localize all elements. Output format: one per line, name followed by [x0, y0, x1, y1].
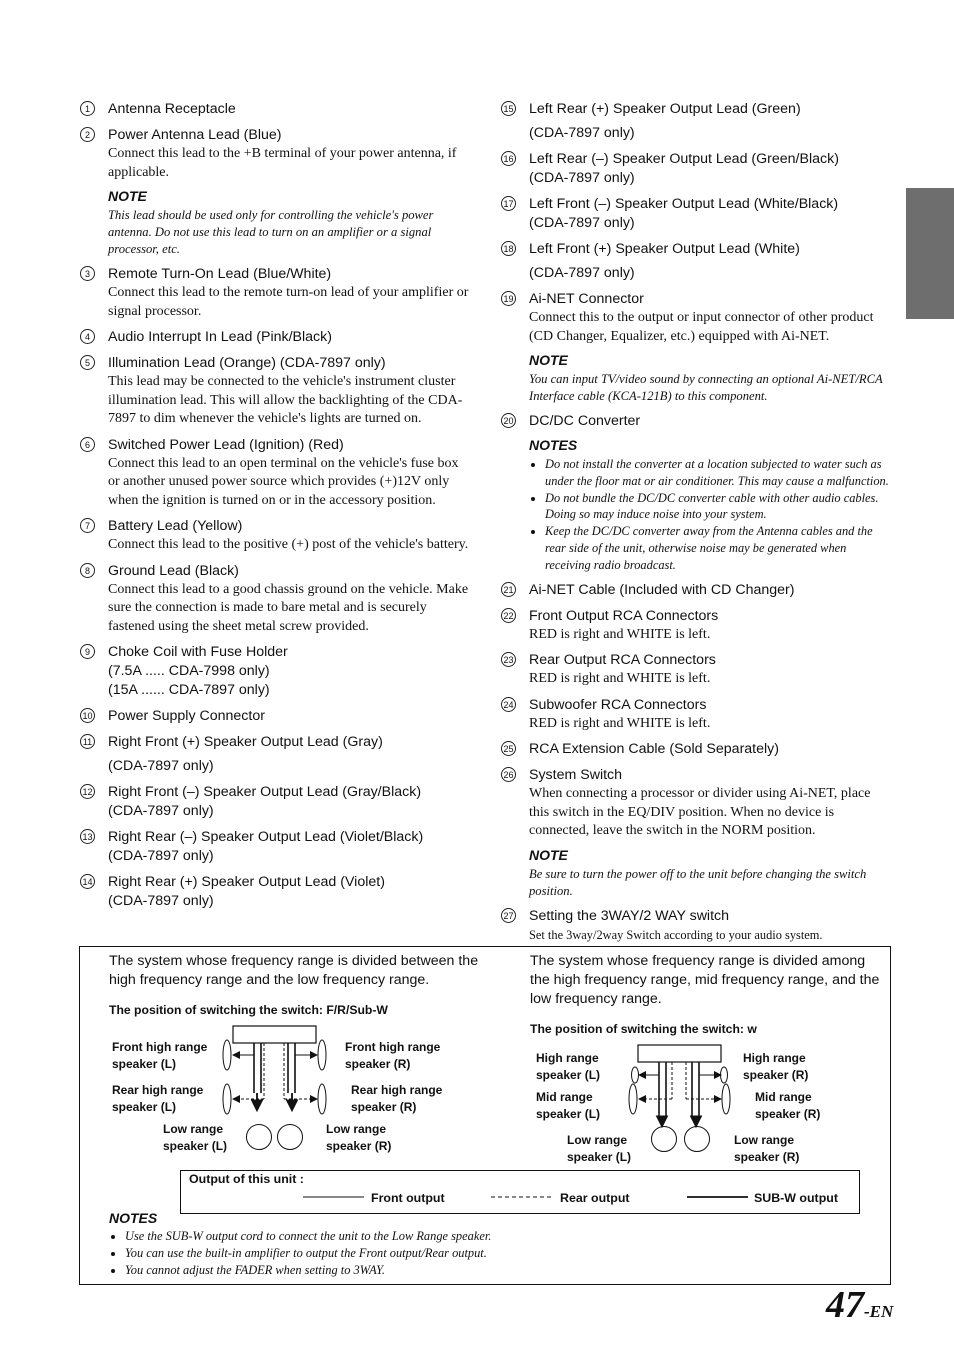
list-item	[80, 328, 472, 347]
item-number: 21	[501, 582, 516, 597]
item-title: DC/DC Converter	[529, 413, 641, 429]
label-front-high-l: Front high range speaker (L)	[112, 1040, 208, 1071]
label-mid-l: Mid range speaker (L)	[536, 1090, 601, 1121]
item-line: (CDA-7897 only)	[108, 893, 214, 909]
item-title: Battery Lead (Yellow)	[108, 518, 243, 534]
item-title: Ground Lead (Black)	[108, 562, 239, 579]
list-item	[501, 766, 893, 900]
label-low-l: Low range speaker (L)	[163, 1122, 228, 1153]
note-heading: NOTE	[529, 352, 568, 368]
item-body: When connecting a processor or divider using Ai-NET, place this switch in the EQ/DIV position. When no device is connected, leave the switch in the NORM position.	[529, 786, 871, 839]
item-number: 23	[501, 652, 516, 667]
list-item	[501, 290, 893, 405]
two-way-diagram	[223, 1026, 326, 1150]
item-title: Remote Turn-On Lead (Blue/White)	[108, 266, 332, 282]
item-number: 17	[501, 196, 516, 211]
list-item	[80, 265, 472, 321]
wiring-diagrams	[80, 947, 890, 1177]
item-title: Right Rear (–) Speaker Output Lead (Violet/Black)	[108, 829, 424, 845]
unit-box-3way	[638, 1045, 721, 1062]
box-note-bullet: • Use the SUB-W output cord to connect the unit to the Low Range speaker.	[125, 1228, 869, 1245]
list-item	[501, 581, 893, 600]
item-subline: (CDA-7897 only)	[529, 265, 635, 281]
item-title: System Switch	[529, 767, 623, 784]
note-bullet: • Keep the DC/DC converter away from the Antenna cables and the rear side of the unit, otherwise noise may be generated when receiving radio broadcast.	[545, 523, 893, 573]
output-legend	[180, 1170, 860, 1214]
two-way-intro: The system whose frequency range is divided between the high frequency range and the low frequency range.	[109, 953, 479, 988]
list-item	[80, 733, 472, 776]
list-item	[80, 100, 472, 119]
label-low-l-3way: Low range speaker (L)	[567, 1133, 632, 1164]
list-item	[80, 517, 472, 555]
item-number: 20	[501, 413, 516, 428]
list-item	[80, 783, 472, 821]
item-body: RED is right and WHITE is left.	[529, 715, 711, 731]
item-number: 24	[501, 697, 516, 712]
item-number: 15	[501, 101, 516, 116]
item-body: Connect this to the output or input connector of other product (CD Changer, Equalizer, etc.) equipped with Ai-NET.	[529, 310, 874, 344]
item-title: Ai-NET Connector	[529, 291, 644, 307]
label-front-high-r: Front high range speaker (R)	[345, 1040, 441, 1071]
label-high-l: High range speaker (L)	[536, 1051, 601, 1082]
item-subline: (CDA-7897 only)	[108, 758, 214, 774]
item-number: 1	[80, 101, 95, 116]
list-item	[501, 195, 893, 233]
box-notes-heading: NOTES	[109, 1210, 158, 1226]
item-number: 27	[501, 908, 516, 923]
item-title: Rear Output RCA Connectors	[529, 652, 716, 669]
label-low-r-3way: Low range speaker (R)	[734, 1133, 800, 1164]
right-column	[501, 100, 893, 951]
item-number: 10	[80, 708, 95, 723]
item-title: Power Supply Connector	[108, 708, 265, 724]
list-item	[501, 740, 893, 759]
list-item	[501, 651, 893, 689]
list-item	[501, 907, 893, 945]
item-title: Left Rear (+) Speaker Output Lead (Green)	[529, 101, 801, 117]
label-low-r: Low range speaker (R)	[326, 1122, 392, 1153]
three-way-diagram	[629, 1045, 730, 1152]
note-text: You can input TV/video sound by connecting an optional Ai-NET/RCA Interface cable (KCA-121B) to this component.	[529, 372, 883, 403]
item-number: 26	[501, 767, 516, 782]
item-number: 18	[501, 241, 516, 256]
item-line: (CDA-7897 only)	[529, 215, 635, 231]
item-title: Antenna Receptacle	[108, 101, 236, 117]
speaker-system-box	[79, 946, 891, 1285]
label-high-r: High range speaker (R)	[743, 1051, 809, 1082]
item-line: (7.5A ..... CDA-7998 only)	[108, 663, 270, 679]
three-way-intro: The system whose frequency range is divided among the high frequency range, mid frequency range, and the low frequency range.	[530, 953, 880, 1007]
note-bullet: • Do not bundle the DC/DC converter cable with other audio cables. Doing so may induce noise into your system.	[545, 490, 893, 524]
notes-heading: NOTES	[529, 437, 578, 453]
label-mid-r: Mid range speaker (R)	[755, 1090, 821, 1121]
item-number: 9	[80, 644, 95, 659]
item-title: Right Front (–) Speaker Output Lead (Gray/Black)	[108, 784, 422, 800]
item-body: Connect this lead to the positive (+) post of the vehicle's battery.	[108, 537, 469, 552]
legend-subw: SUB-W output	[754, 1191, 838, 1205]
legend-title: Output of this unit :	[189, 1172, 304, 1186]
list-item	[80, 126, 472, 258]
item-body: Connect this lead to an open terminal on the vehicle's fuse box or another unused power source which provides (+)12V only when the ignition is turned on or in the accessory position.	[108, 455, 459, 508]
item-title: Left Front (+) Speaker Output Lead (White)	[529, 241, 800, 257]
page-number	[826, 1284, 893, 1333]
list-item	[80, 643, 472, 700]
legend-rear: Rear output	[560, 1191, 630, 1205]
legend-front: Front output	[371, 1191, 445, 1205]
item-title: Setting the 3WAY/2 WAY switch	[529, 907, 730, 924]
item-number: 2	[80, 127, 95, 142]
list-item	[80, 707, 472, 726]
item-title: Power Antenna Lead (Blue)	[108, 127, 282, 143]
item-title: Right Rear (+) Speaker Output Lead (Violet)	[108, 874, 385, 890]
item-number: 16	[501, 151, 516, 166]
item-number: 25	[501, 741, 516, 756]
page-number-suffix: -EN	[864, 1302, 894, 1321]
item-title: Subwoofer RCA Connectors	[529, 696, 707, 713]
item-title: Ai-NET Cable (Included with CD Changer)	[529, 581, 795, 598]
list-item	[80, 562, 472, 637]
two-way-switch-position: The position of switching the switch: F/R/Sub-W	[109, 1003, 388, 1017]
note-bullet: • Do not install the converter at a location subjected to water such as under the floor mat or air conditioner. This may cause a malfunction.	[545, 456, 893, 490]
notes-list	[529, 456, 893, 574]
note-heading: NOTE	[529, 846, 568, 863]
unit-box-2way	[233, 1026, 316, 1043]
box-note-bullet: • You can use the built-in amplifier to output the Front output/Rear output.	[125, 1245, 869, 1262]
label-rear-high-l: Rear high range speaker (L)	[112, 1083, 204, 1114]
item-number: 5	[80, 355, 95, 370]
note-heading: NOTE	[108, 188, 147, 204]
box-notes	[109, 1210, 869, 1278]
item-title: Audio Interrupt In Lead (Pink/Black)	[108, 329, 332, 345]
item-line: (CDA-7897 only)	[108, 848, 214, 864]
list-item	[501, 240, 893, 283]
box-notes-list	[109, 1228, 869, 1278]
list-item	[501, 607, 893, 645]
item-line: (CDA-7897 only)	[108, 803, 214, 819]
item-line: (CDA-7897 only)	[529, 170, 635, 186]
item-body: Connect this lead to the +B terminal of your power antenna, if applicable.	[108, 146, 457, 180]
page-number-value: 47	[826, 1284, 864, 1326]
item-number: 4	[80, 329, 95, 344]
item-title: Illumination Lead (Orange) (CDA-7897 only)	[108, 355, 386, 371]
item-number: 3	[80, 266, 95, 281]
list-item	[80, 828, 472, 866]
three-way-switch-position: The position of switching the switch: w	[530, 1022, 757, 1036]
label-rear-high-r: Rear high range speaker (R)	[351, 1083, 443, 1114]
item-number: 12	[80, 784, 95, 799]
item-number: 8	[80, 563, 95, 578]
item-number: 11	[80, 734, 95, 749]
item-body: RED is right and WHITE is left.	[529, 626, 711, 642]
list-item	[80, 873, 472, 911]
item-number: 7	[80, 518, 95, 533]
item-title: Left Rear (–) Speaker Output Lead (Green/Black)	[529, 151, 839, 167]
item-body: Connect this lead to a good chassis ground on the vehicle. Make sure the connection is made to bare metal and is securely fastened using the sheet metal screw provided.	[108, 581, 469, 634]
item-number: 22	[501, 608, 516, 623]
item-title: Switched Power Lead (Ignition) (Red)	[108, 436, 344, 453]
list-item	[80, 436, 472, 511]
left-column	[80, 100, 472, 918]
item-small: Set the 3way/2way Switch according to your audio system.	[529, 927, 823, 942]
item-title: Left Front (–) Speaker Output Lead (White/Black)	[529, 196, 839, 212]
item-body: This lead may be connected to the vehicle's instrument cluster illumination lead. This will allow the backlighting of the CDA-7897 to dim whenever the vehicle's lights are turned on.	[108, 374, 463, 426]
item-body: Connect this lead to the remote turn-on lead of your amplifier or signal processor.	[108, 285, 469, 319]
list-item	[501, 100, 893, 143]
item-title: Front Output RCA Connectors	[529, 607, 719, 624]
item-number: 19	[501, 291, 516, 306]
item-title: RCA Extension Cable (Sold Separately)	[529, 741, 779, 758]
list-item	[501, 696, 893, 734]
list-item	[80, 354, 472, 429]
list-item	[501, 412, 893, 574]
box-note-bullet: • You cannot adjust the FADER when setting to 3WAY.	[125, 1262, 869, 1279]
item-title: Choke Coil with Fuse Holder	[108, 644, 288, 660]
item-number: 6	[80, 437, 95, 452]
note-text: This lead should be used only for controlling the vehicle's power antenna. Do not use this lead to turn on an amplifier or a signal processor, etc.	[108, 208, 434, 256]
note-text: Be sure to turn the power off to the unit before changing the switch position.	[529, 866, 867, 898]
item-number: 14	[80, 874, 95, 889]
section-tab	[906, 188, 954, 319]
item-title: Right Front (+) Speaker Output Lead (Gray)	[108, 734, 383, 750]
list-item	[501, 150, 893, 188]
item-body: RED is right and WHITE is left.	[529, 671, 711, 687]
item-number: 13	[80, 829, 95, 844]
item-subline: (CDA-7897 only)	[529, 125, 635, 141]
item-line: (15A ...... CDA-7897 only)	[108, 682, 270, 698]
